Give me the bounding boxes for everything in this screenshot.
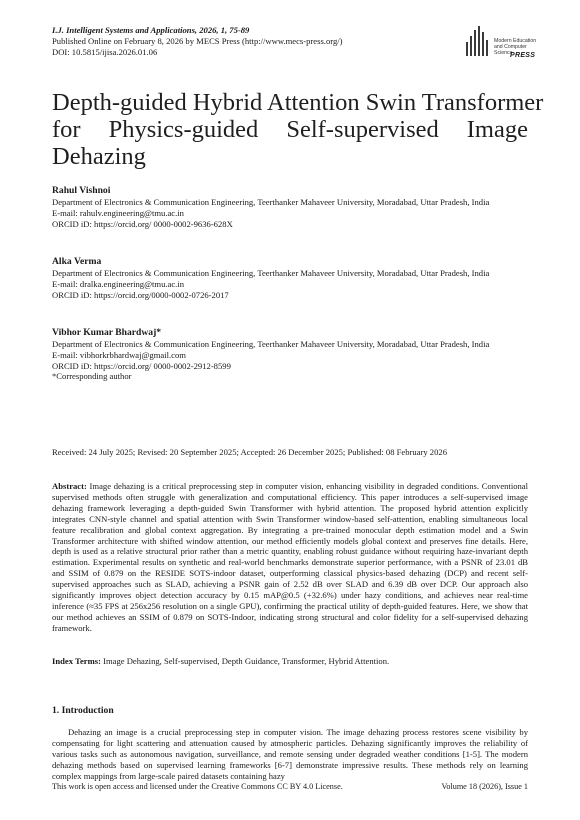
author-affiliation: Department of Electronics & Communication Engineering, Teerthanker Mahaveer University, Moradabad, Uttar Pradesh, India bbox=[52, 197, 490, 207]
author-orcid: ORCID iD: https://orcid.org/ 0000-0002-9636-628X bbox=[52, 218, 233, 229]
title-line-2 bbox=[52, 116, 528, 143]
author-affiliation: Department of Electronics & Communication Engineering, Teerthanker Mahaveer University, Moradabad, Uttar Pradesh, India bbox=[52, 268, 490, 278]
journal-header bbox=[52, 25, 343, 57]
license-text: This work is open access and licensed under the Creative Commons CC BY 4.0 License. bbox=[52, 782, 343, 791]
introduction-text: Dehazing an image is a crucial preprocessing step in computer vision. The image dehazing process restores scene visibility by compensating for light scattering and attenuation caused by atmospheric particles. Dehazing significantly improves the reliability of various tasks such as autonomous navigation, surveillance, and remote sensing under degraded weather conditions [1-5]. The modern dehazing methods based on supervised learning frameworks [6-7] demonstrate impressive results. These methods rely on learning complex mappings from large-scale paired datasets containing hazy bbox=[52, 727, 528, 781]
publication-line: Published Online on February 8, 2026 by MECS Press (http://www.mecs-press.org/) bbox=[52, 35, 343, 46]
corresponding-note: *Corresponding author bbox=[52, 371, 132, 382]
author-name: Alka Verma bbox=[52, 256, 102, 267]
title-line-3: Dehazing bbox=[52, 143, 146, 170]
title-word: Image bbox=[466, 116, 528, 143]
section-heading: 1. Introduction bbox=[52, 705, 114, 716]
title-line-1: Depth-guided Hybrid Attention Swin Transformer bbox=[52, 89, 544, 116]
author-orcid: ORCID iD: https://orcid.org/ 0000-0002-2912-8599 bbox=[52, 360, 231, 371]
title-word: Physics-guided bbox=[108, 116, 259, 143]
index-terms bbox=[52, 656, 528, 666]
logo-press: PRESS bbox=[510, 52, 536, 59]
author-block bbox=[52, 256, 528, 300]
title-word: Self-supervised bbox=[286, 116, 439, 143]
abstract-label: Abstract: bbox=[52, 481, 87, 491]
index-terms-label: Index Terms: bbox=[52, 656, 101, 666]
volume-info: Volume 18 (2026), Issue 1 bbox=[441, 782, 528, 791]
logo-text: Modern Education and Computer Science bbox=[494, 38, 537, 56]
author-email: E-mail: vibhorkrbhardwaj@gmail.com bbox=[52, 349, 186, 360]
mecs-press-logo bbox=[464, 22, 544, 68]
author-name: Rahul Vishnoi bbox=[52, 185, 111, 196]
author-email: E-mail: dralka.engineering@tmu.ac.in bbox=[52, 278, 184, 289]
author-orcid: ORCID iD: https://orcid.org/0000-0002-0726-2017 bbox=[52, 289, 229, 300]
author-name: Vibhor Kumar Bhardwaj* bbox=[52, 327, 162, 338]
doi-line: DOI: 10.5815/ijisa.2026.01.06 bbox=[52, 46, 158, 57]
index-terms-text: Image Dehazing, Self-supervised, Depth Guidance, Transformer, Hybrid Attention. bbox=[103, 656, 390, 666]
logo-bars-icon bbox=[464, 26, 490, 56]
page-footer bbox=[52, 782, 528, 791]
author-block bbox=[52, 185, 528, 229]
title-word: for bbox=[52, 116, 81, 143]
author-block bbox=[52, 327, 528, 382]
paper-title bbox=[52, 89, 544, 170]
abstract-text: Image dehazing is a critical preprocessing step in computer vision, enhancing visibility in degraded conditions. Conventional supervised methods often struggle with generalization and computational efficiency. This paper introduces a self-supervised image dehazing framework leveraging a depth-guided Swin Transformer with hybrid attention. The proposed hybrid attention explicitly integrates CNN-style channel and spatial attention with Swin Transformer window-based self-attention, enabling simultaneous local feature recalibration and global context aggregation. By integrating a pre-trained monocular depth estimation model and a Swin Transformer architecture with shifted window attention, our method efficiently models global context and preserves fine details. Here, depth is used as a relative structural prior rather than a metric quantity, enabling robust guidance without requiring haze-invariant depth estimation. Experimental results on synthetic and real-world benchmarks demonstrate superior performance, with a PSNR of 23.01 dB and SSIM of 0.879 on the RESIDE SOTS-indoor dataset, outperforming classical physics-based dehazing (DCP) and recent self-supervised approaches such as SLAD, achieving a PSNR gain of 2.52 dB over SLAD and 6.39 dB over DCP. Our approach also significantly improves object detection accuracy by 0.15 mAP@0.5 (+32.6%) under hazy conditions, and achieves near real-time inference (≈35 FPS at 256x256 resolution on a single GPU), confirming the practical utility of depth-guided features. Here, we show that our method achieves an SSIM of 0.879 on SOTS-Indoor, indicating strong structural and color fidelity for a self-supervised dehazing framework. bbox=[52, 481, 529, 633]
submission-dates: Received: 24 July 2025; Revised: 20 September 2025; Accepted: 26 December 2025; Published: 08 February 2026 bbox=[52, 447, 447, 457]
journal-citation: I.J. Intelligent Systems and Applications, 2026, 1, 75-89 bbox=[52, 25, 250, 35]
abstract bbox=[52, 481, 528, 634]
author-email: E-mail: rahulv.engineering@tmu.ac.in bbox=[52, 207, 184, 218]
author-affiliation: Department of Electronics & Communication Engineering, Teerthanker Mahaveer University, Moradabad, Uttar Pradesh, India bbox=[52, 339, 490, 349]
